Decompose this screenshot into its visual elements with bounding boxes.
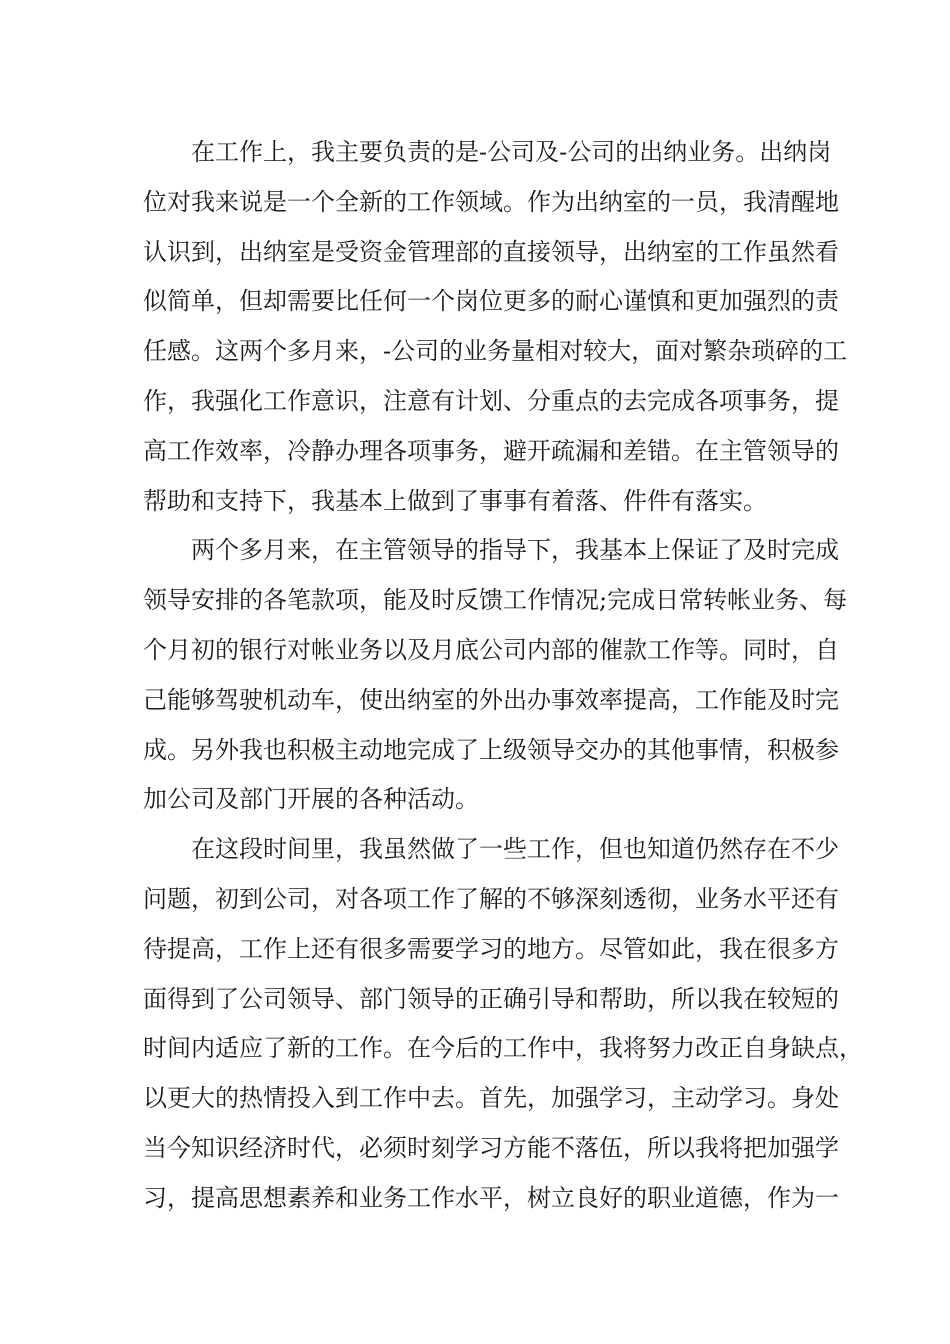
text-line: 成。另外我也积极主动地完成了上级领导交办的其他事情，积极参: [143, 735, 839, 764]
paragraph-improvements: [143, 825, 863, 1223]
text-line: 问题，初到公司，对各项工作了解的不够深刻透彻，业务水平还有: [143, 884, 839, 913]
text-line: 面得到了公司领导、部门领导的正确引导和帮助，所以我在较短的: [143, 984, 839, 1013]
text-line: 待提高，工作上还有很多需要学习的地方。尽管如此，我在很多方: [143, 934, 839, 963]
paragraph-work-duties: [143, 128, 848, 526]
text-line: 作，我强化工作意识，注意有计划、分重点的去完成各项事务，提: [143, 386, 839, 415]
text-line: 在工作上，我主要负责的是-公司及-公司的出纳业务。出纳岗: [191, 138, 832, 166]
text-line: 习，提高思想素养和业务工作水平，树立良好的职业道德，作为一: [143, 1183, 839, 1212]
text-line: 加公司及部门开展的各种活动。: [143, 785, 479, 814]
text-line: 以更大的热情投入到工作中去。首先，加强学习，主动学习。身处: [143, 1084, 839, 1113]
text-line: 个月初的银行对帐业务以及月底公司内部的催款工作等。同时，自: [143, 635, 839, 664]
text-line: 在这段时间里，我虽然做了一些工作，但也知道仍然存在不少: [191, 835, 839, 864]
text-line: 两个多月来，在主管领导的指导下，我基本上保证了及时完成: [191, 536, 839, 565]
text-line: 领导安排的各笔款项，能及时反馈工作情况;完成日常转帐业务、每: [143, 586, 848, 615]
text-line: 似简单，但却需要比任何一个岗位更多的耐心谨慎和更加强烈的责: [143, 287, 839, 316]
text-line: 任感。这两个多月来，-公司的业务量相对较大，面对繁杂琐碎的工: [143, 337, 848, 366]
text-line: 己能够驾驶机动车，使出纳室的外出办事效率提高，工作能及时完: [143, 685, 839, 714]
document-body: [143, 128, 863, 1224]
text-line: 当今知识经济时代，必须时刻学习方能不落伍，所以我将把加强学: [143, 1133, 839, 1162]
text-line: 认识到，出纳室是受资金管理部的直接领导，出纳室的工作虽然看: [143, 237, 839, 266]
paragraph-achievements: [143, 526, 848, 825]
text-line: 位对我来说是一个全新的工作领域。作为出纳室的一员，我清醒地: [143, 187, 839, 216]
text-line: 时间内适应了新的工作。在今后的工作中，我将努力改正自身缺点，: [143, 1034, 863, 1063]
text-line: 高工作效率，冷静办理各项事务，避开疏漏和差错。在主管领导的: [143, 436, 839, 465]
text-line: 帮助和支持下，我基本上做到了事事有着落、件件有落实。: [143, 486, 767, 515]
